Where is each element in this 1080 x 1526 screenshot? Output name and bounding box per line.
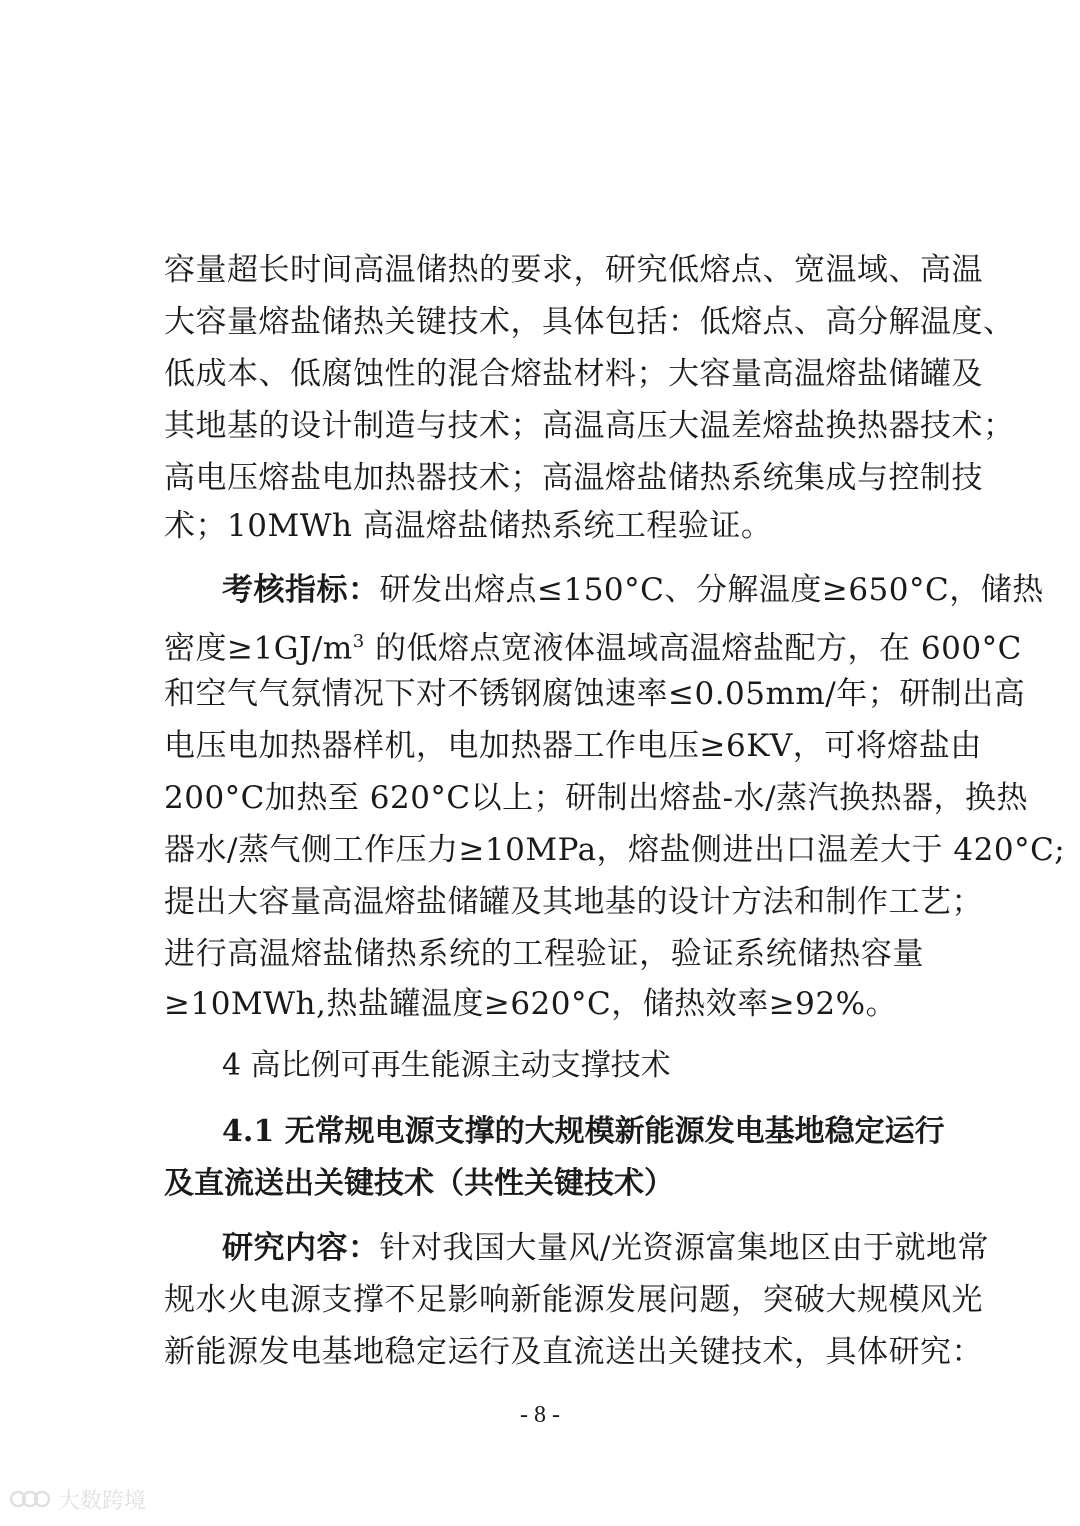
paragraph-line: 高电压熔盐电加热器技术；高温熔盐储热系统集成与控制技 [164, 460, 983, 496]
research-label: 研究内容： [222, 1230, 380, 1266]
page-number: - 8 - [520, 1402, 560, 1428]
paragraph-line: 提出大容量高温熔盐储罐及其地基的设计方法和制作工艺； [164, 884, 983, 920]
assessment-first-line [222, 570, 1044, 610]
watermark-text: 大数跨境 [58, 1488, 147, 1514]
assessment-first-line-text: 研发出熔点≤150°C、分解温度≥650°C，储热 [379, 572, 1044, 608]
paragraph-line: 200°C加热至 620°C以上；研制出熔盐-水/蒸汽换热器，换热 [164, 780, 1029, 816]
assessment-label: 考核指标： [222, 572, 380, 608]
subsection-heading-line1: 4.1 无常规电源支撑的大规模新能源发电基地稳定运行 [222, 1114, 945, 1149]
paragraph-line: 和空气气氛情况下对不锈钢腐蚀速率≤0.05mm/年；研制出高 [164, 676, 1026, 712]
research-first-line-text: 针对我国大量风/光资源富集地区由于就地常 [379, 1230, 989, 1266]
paragraph-line: 规水火电源支撑不足影响新能源发展问题，突破大规模风光 [164, 1282, 983, 1318]
paragraph-line: 术；10MWh 高温熔盐储热系统工程验证。 [164, 508, 773, 544]
paragraph-line: 电压电加热器样机，电加热器工作电压≥6KV，可将熔盐由 [164, 728, 982, 764]
watermark [8, 1482, 146, 1516]
paragraph-line: 低成本、低腐蚀性的混合熔盐材料；大容量高温熔盐储罐及 [164, 356, 983, 392]
section-heading: 4 高比例可再生能源主动支撑技术 [222, 1048, 671, 1083]
assessment-line2-suffix: 的低熔点宽液体温域高温熔盐配方，在 600°C [364, 630, 1022, 667]
subsection-heading-line2: 及直流送出关键技术（共性关键技术） [164, 1166, 674, 1201]
paragraph-line: ≥10MWh,热盐罐温度≥620°C，储热效率≥92%。 [164, 986, 898, 1022]
assessment-line-2 [164, 622, 1022, 668]
paragraph-line: 大容量熔盐储热关键技术，具体包括：低熔点、高分解温度、 [164, 304, 1015, 340]
paragraph-line: 器水/蒸气侧工作压力≥10MPa，熔盐侧进出口温差大于 420°C; [164, 832, 1066, 868]
paragraph-line: 容量超长时间高温储热的要求，研究低熔点、宽温域、高温 [164, 252, 983, 288]
research-first-line [222, 1228, 989, 1268]
assessment-line2-prefix: 密度≥1GJ/m [164, 630, 353, 667]
paragraph-line: 进行高温熔盐储热系统的工程验证，验证系统储热容量 [164, 936, 924, 972]
paragraph-line: 新能源发电基地稳定运行及直流送出关键技术，具体研究： [164, 1334, 983, 1370]
paragraph-line: 其地基的设计制造与技术；高温高压大温差熔盐换热器技术； [164, 408, 1015, 444]
watermark-logo-icon [8, 1484, 52, 1514]
superscript-exponent: 3 [352, 631, 365, 652]
